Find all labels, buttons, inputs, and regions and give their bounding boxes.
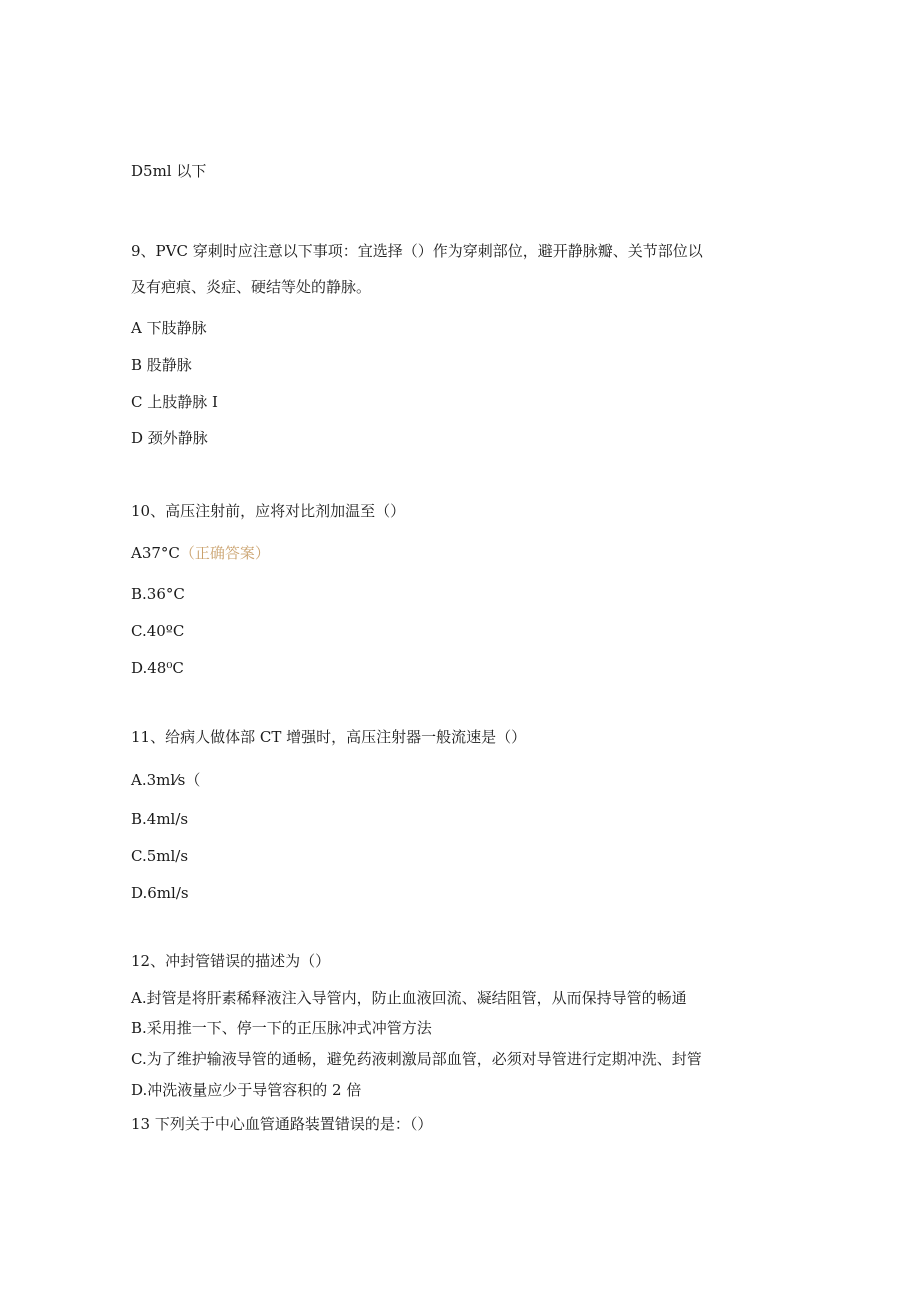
q10-option-a-text: A37°C [131, 544, 180, 562]
q9-option-a: A 下肢静脉 [131, 319, 207, 337]
q8-option-d: D5ml 以下 [131, 162, 207, 180]
q10-option-b: B.36°C [131, 585, 185, 603]
q9-option-c: C 上肢静脉 I [131, 393, 218, 411]
q12-option-b: B.采用推一下、停一下的正压脉冲式冲管方法 [131, 1019, 432, 1037]
q10-option-c: C.40ºC [131, 622, 185, 640]
q11-option-d: D.6ml/s [131, 884, 189, 902]
correct-answer-note: （正确答案） [179, 544, 270, 562]
q12-question: 12、冲封管错误的描述为（） [131, 952, 331, 970]
q9-question-line2: 及有疤痕、炎症、硬结等处的静脉。 [131, 278, 372, 296]
q11-option-b: B.4ml/s [131, 810, 189, 828]
q12-option-c: C.为了维护输液导管的通畅，避免药液刺激局部血管，必须对导管进行定期冲洗、封管 [131, 1050, 702, 1068]
q10-option-a [131, 543, 270, 563]
q10-question: 10、高压注射前，应将对比剂加温至（） [131, 502, 406, 520]
q13-question: 13 下列关于中心血管通路装置错误的是：（） [131, 1115, 433, 1133]
q9-option-d: D 颈外静脉 [131, 429, 208, 447]
q9-option-b: B 股静脉 [131, 356, 192, 374]
q11-question: 11、给病人做体部 CT 增强时，高压注射器一般流速是（） [131, 728, 527, 746]
q10-option-d: D.48⁰C [131, 659, 184, 677]
q12-option-d: D.冲洗液量应少于导管容积的 2 倍 [131, 1081, 362, 1099]
q11-option-a: A.3ml⁄s（ [131, 771, 201, 789]
q11-option-c: C.5ml/s [131, 847, 189, 865]
q9-question-line1: 9、PVC 穿刺时应注意以下事项：宜选择（）作为穿刺部位，避开静脉瓣、关节部位以 [131, 242, 703, 260]
q12-option-a: A.封管是将肝素稀释液注入导管内，防止血液回流、凝结阻管，从而保持导管的畅通 [131, 989, 687, 1007]
